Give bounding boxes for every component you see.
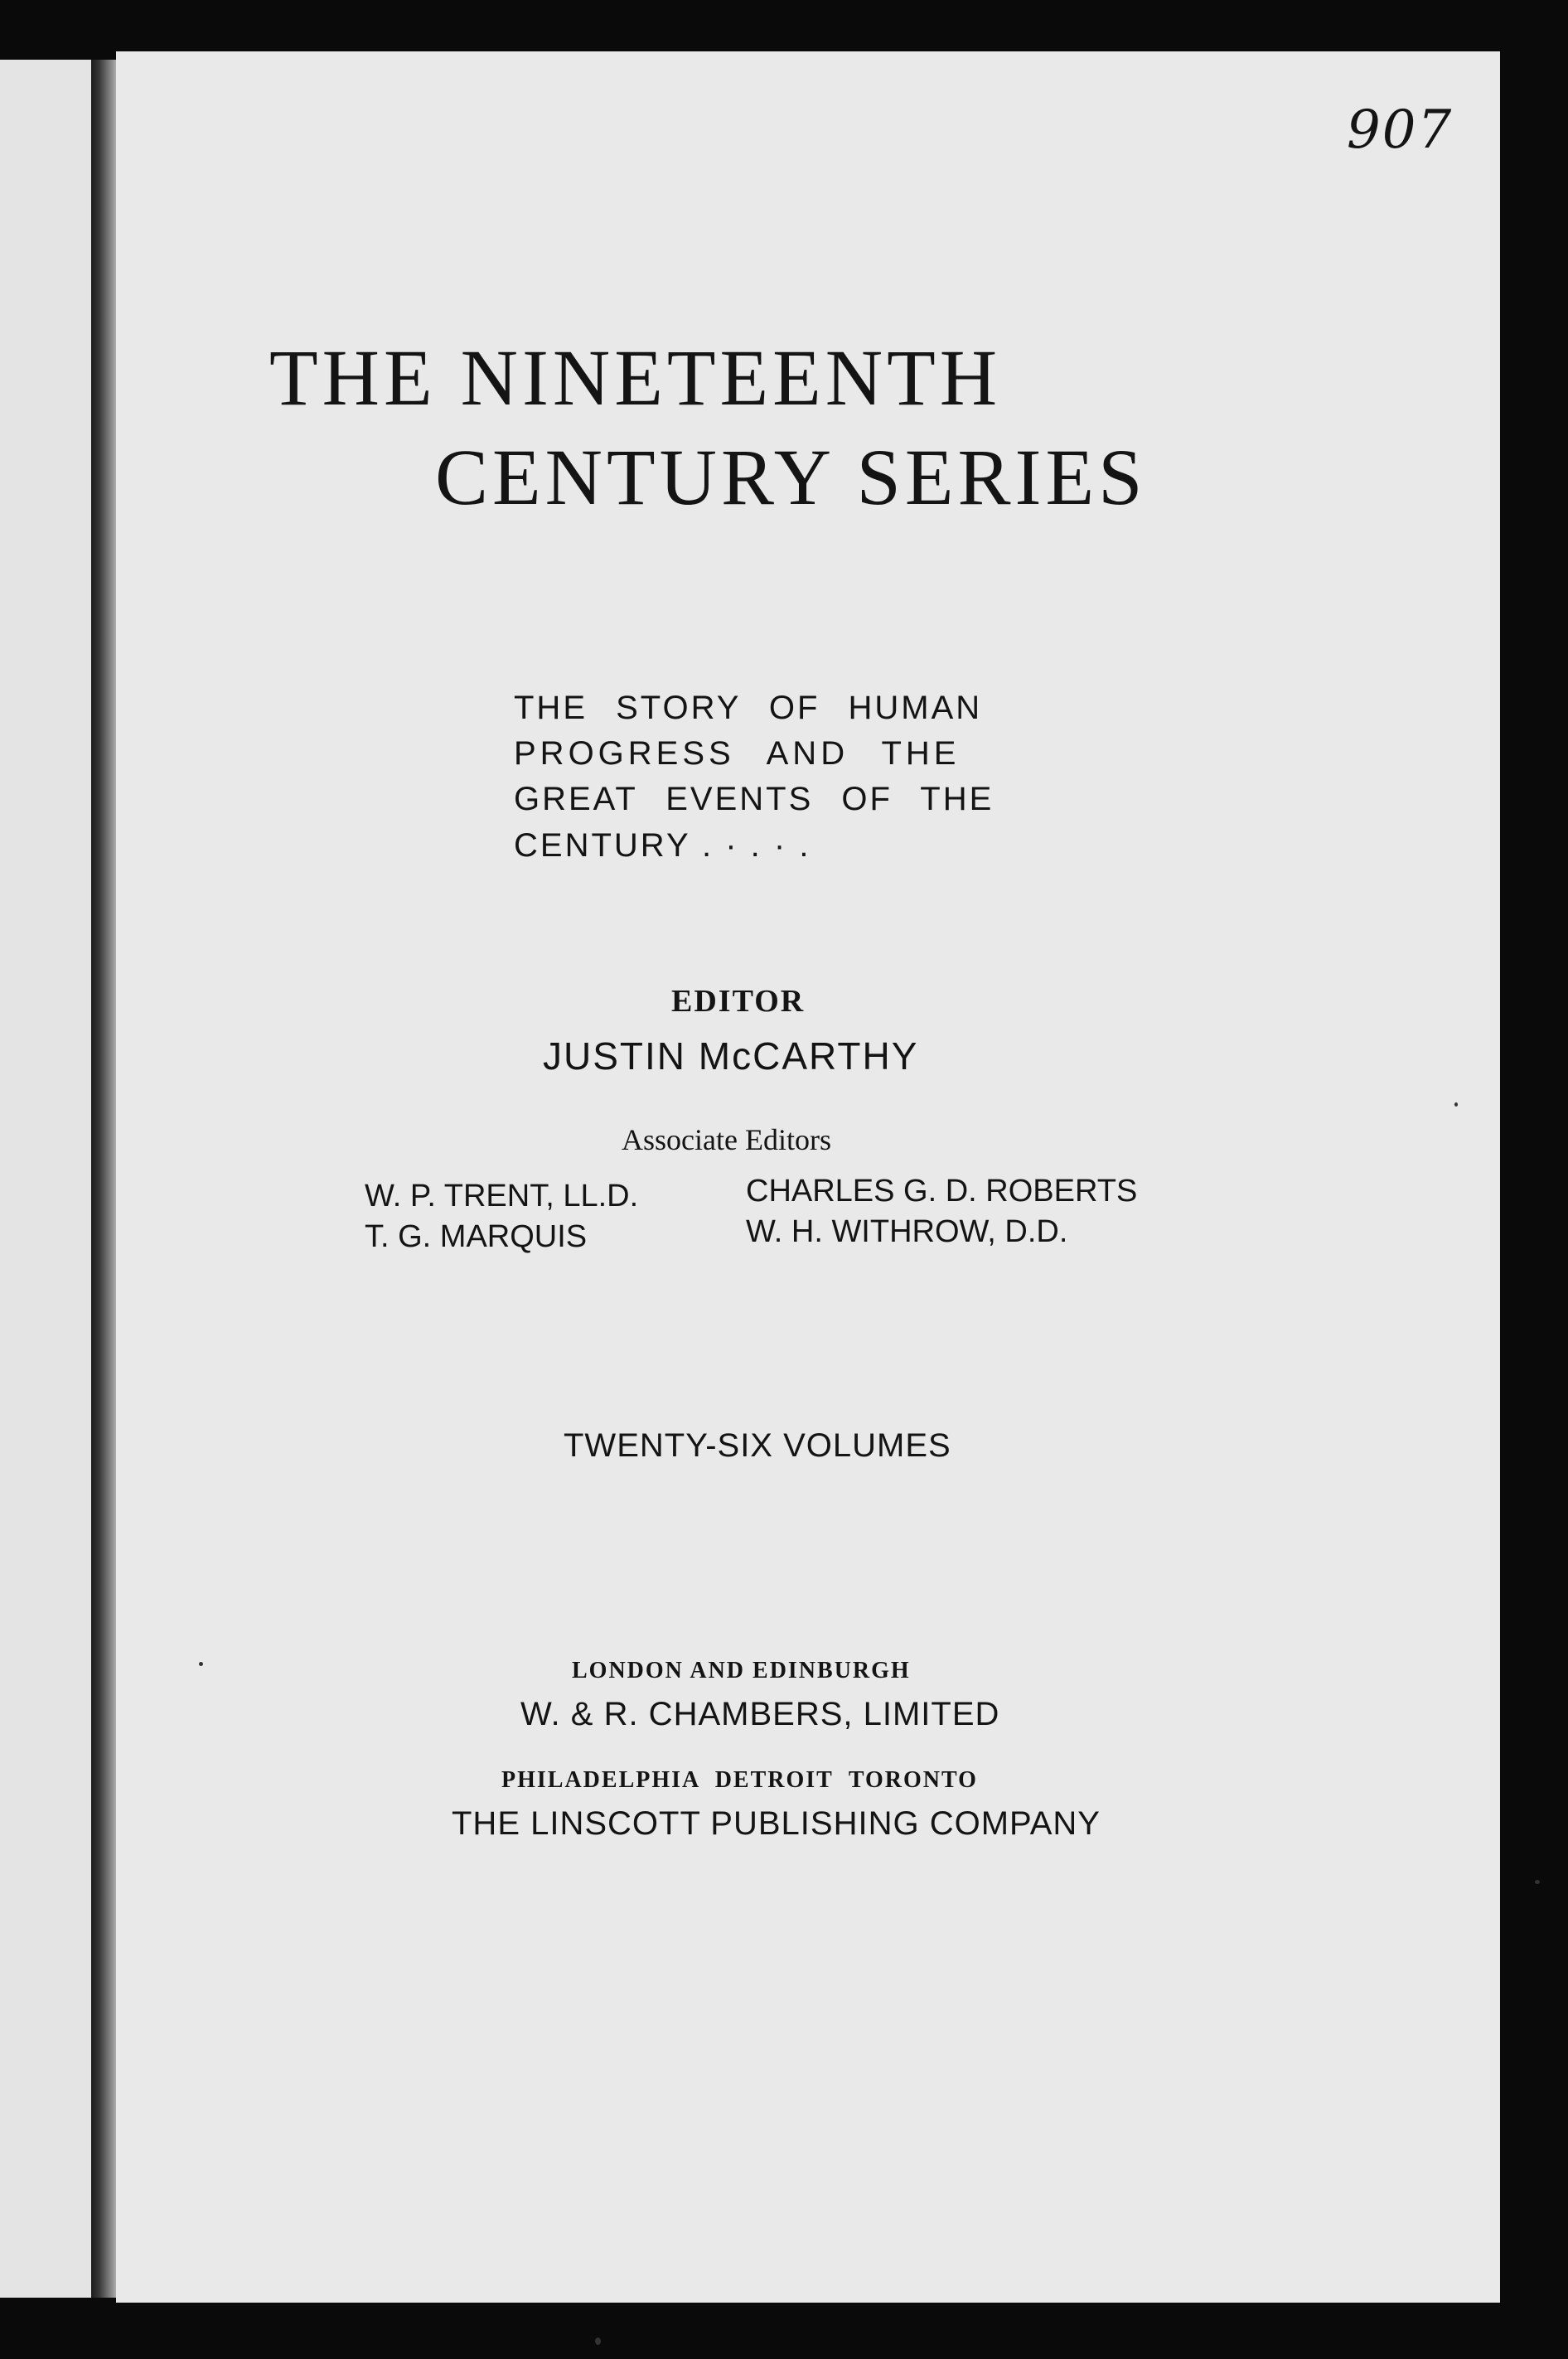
handwritten-folio-number: 907 <box>1347 99 1454 161</box>
associate-editor-name: W. P. TRENT, LL.D. <box>365 1179 639 1213</box>
publisher-name-2: THE LINSCOTT PUBLISHING COMPANY <box>452 1805 1101 1842</box>
paper-speck <box>1535 1880 1540 1884</box>
subtitle-line-3: GREAT EVENTS OF THE <box>514 781 995 817</box>
subtitle-line-4: CENTURY . · . · . <box>514 827 811 864</box>
series-title-line-2: CENTURY SERIES <box>435 433 1147 521</box>
paper-speck <box>1454 1102 1458 1107</box>
series-title-line-1: THE NINETEENTH <box>269 333 1002 422</box>
associate-editors-label: Associate Editors <box>622 1123 831 1156</box>
associate-editor-name: W. H. WITHROW, D.D. <box>746 1214 1068 1249</box>
subtitle-line-2: PROGRESS AND THE <box>514 735 961 772</box>
volume-count: TWENTY-SIX VOLUMES <box>564 1427 951 1464</box>
subtitle-line-1: THE STORY OF HUMAN <box>514 690 983 726</box>
paper-speck <box>199 1662 203 1666</box>
book-gutter <box>91 60 119 2298</box>
paper-speck <box>595 2337 601 2345</box>
publisher-location-2: PHILADELPHIA DETROIT TORONTO <box>501 1767 978 1793</box>
associate-editor-name: CHARLES G. D. ROBERTS <box>746 1174 1138 1209</box>
publisher-location-1: LONDON AND EDINBURGH <box>572 1658 911 1683</box>
editor-name: JUSTIN McCARTHY <box>543 1034 919 1078</box>
publisher-name-1: W. & R. CHAMBERS, LIMITED <box>520 1696 1000 1732</box>
editor-label: EDITOR <box>671 984 806 1019</box>
associate-editor-name: T. G. MARQUIS <box>365 1219 588 1254</box>
